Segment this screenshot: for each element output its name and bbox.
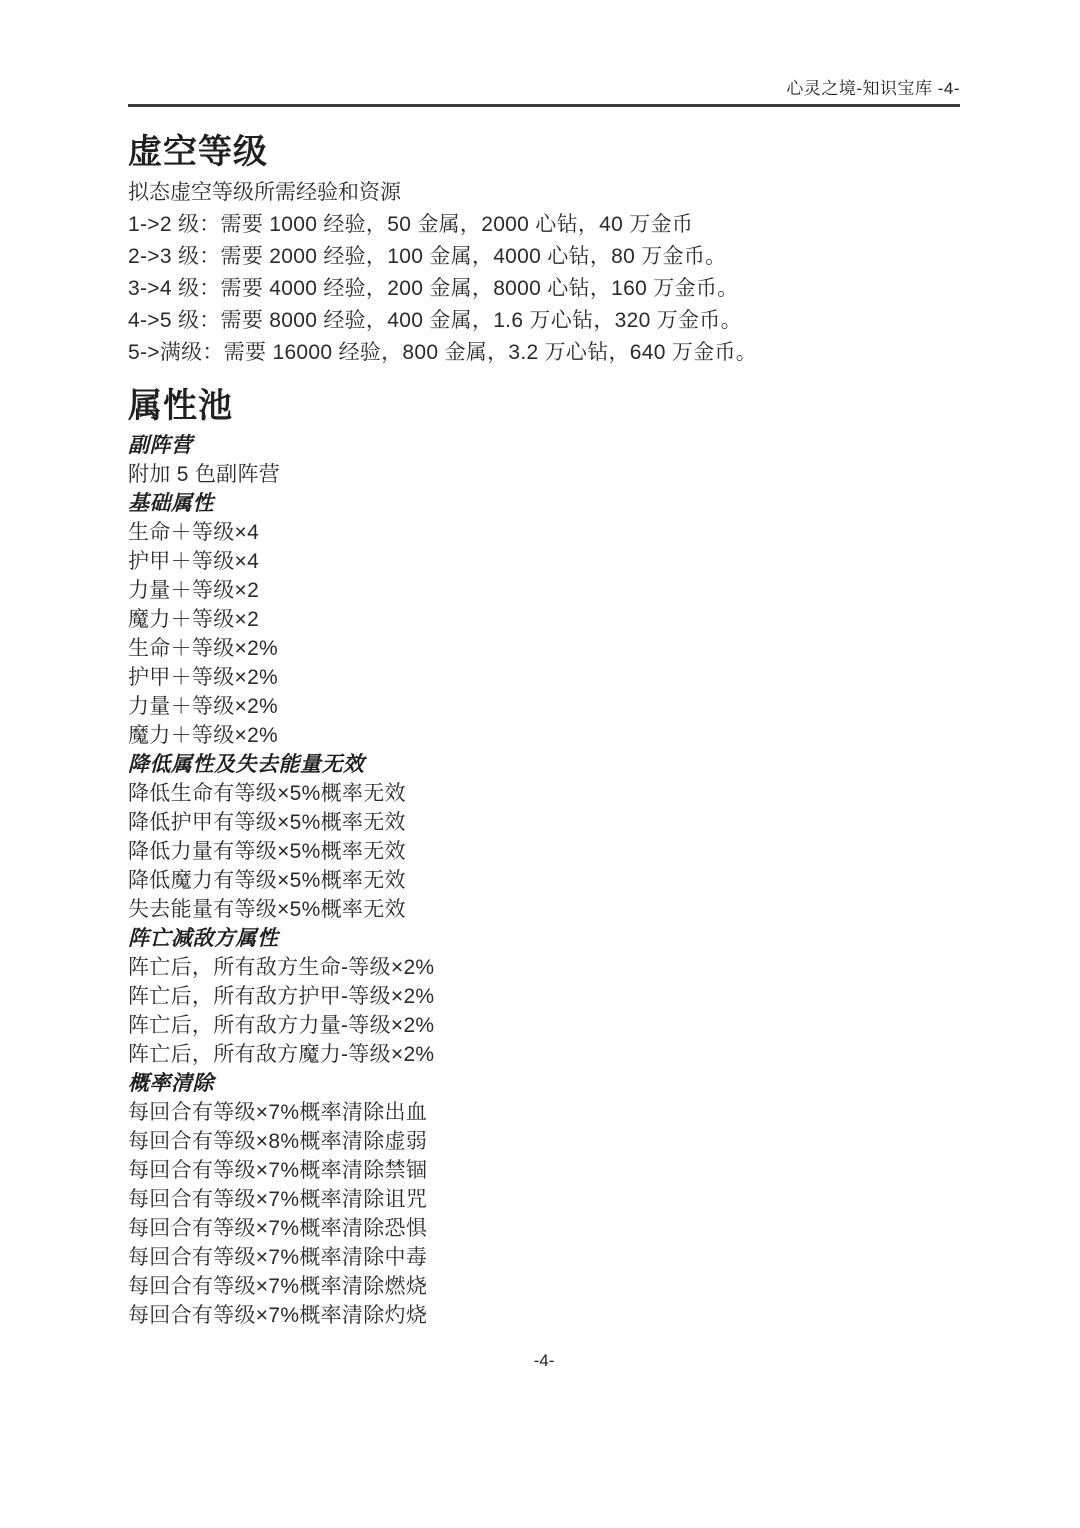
attr-line: 阵亡后，所有敌方魔力-等级×2% bbox=[128, 1043, 435, 1066]
page-header bbox=[128, 0, 960, 107]
attr-line: 降低力量有等级×5%概率无效 bbox=[128, 840, 406, 863]
level-line: 3->4 级：需要 4000 经验，200 金属，8000 心钻，160 万金币。 bbox=[128, 277, 739, 300]
subsection-heading: 阵亡减敌方属性 bbox=[128, 927, 279, 950]
attr-line: 护甲＋等级×2% bbox=[128, 666, 279, 689]
section-title-attribute-pool: 属性池 bbox=[128, 387, 233, 425]
header-rule bbox=[128, 104, 960, 107]
level-line: 2->3 级：需要 2000 经验，100 金属，4000 心钻，80 万金币。 bbox=[128, 245, 727, 268]
header-title: 心灵之境-知识宝库 -4- bbox=[786, 79, 960, 98]
level-line: 4->5 级：需要 8000 经验，400 金属，1.6 万心钻，320 万金币。 bbox=[128, 309, 742, 332]
subsection-heading: 副阵营 bbox=[128, 434, 193, 457]
attr-line: 魔力＋等级×2% bbox=[128, 724, 279, 747]
level-line: 5->满级：需要 16000 经验，800 金属，3.2 万心钻，640 万金币。 bbox=[128, 341, 758, 364]
subsection-sub-faction bbox=[128, 431, 960, 489]
attr-line: 降低魔力有等级×5%概率无效 bbox=[128, 869, 406, 892]
attr-line: 阵亡后，所有敌方生命-等级×2% bbox=[128, 956, 435, 979]
attr-line: 每回合有等级×7%概率清除燃烧 bbox=[128, 1275, 428, 1298]
section-attribute-pool bbox=[128, 385, 960, 1330]
attr-line: 阵亡后，所有敌方力量-等级×2% bbox=[128, 1014, 435, 1037]
subsection-death-debuff bbox=[128, 924, 960, 1069]
attr-line: 阵亡后，所有敌方护甲-等级×2% bbox=[128, 985, 435, 1008]
page-footer bbox=[128, 1350, 960, 1372]
attr-line: 每回合有等级×7%概率清除中毒 bbox=[128, 1246, 428, 1269]
subsection-chance-cleanse bbox=[128, 1069, 960, 1330]
attr-line: 每回合有等级×7%概率清除诅咒 bbox=[128, 1188, 428, 1211]
attr-line: 护甲＋等级×4 bbox=[128, 550, 260, 573]
attr-line: 生命＋等级×2% bbox=[128, 637, 279, 660]
void-level-lines bbox=[128, 209, 960, 369]
attr-line: 力量＋等级×2 bbox=[128, 579, 260, 602]
subsection-heading: 概率清除 bbox=[128, 1072, 214, 1095]
section-title-void-level: 虚空等级 bbox=[128, 133, 268, 171]
attr-line: 失去能量有等级×5%概率无效 bbox=[128, 898, 406, 921]
attr-line: 降低护甲有等级×5%概率无效 bbox=[128, 811, 406, 834]
void-level-intro: 拟态虚空等级所需经验和资源 bbox=[128, 181, 401, 204]
subsection-base-attributes bbox=[128, 489, 960, 750]
attr-line: 每回合有等级×8%概率清除虚弱 bbox=[128, 1130, 428, 1153]
attr-line: 每回合有等级×7%概率清除恐惧 bbox=[128, 1217, 428, 1240]
page-number: -4- bbox=[533, 1351, 555, 1370]
subsection-heading: 基础属性 bbox=[128, 492, 214, 515]
attr-line: 降低生命有等级×5%概率无效 bbox=[128, 782, 406, 805]
attr-line: 魔力＋等级×2 bbox=[128, 608, 260, 631]
attr-line: 每回合有等级×7%概率清除出血 bbox=[128, 1101, 428, 1124]
attr-line: 附加 5 色副阵营 bbox=[128, 463, 281, 486]
section-void-level bbox=[128, 131, 960, 369]
subsection-reduce-immunity bbox=[128, 750, 960, 924]
page-content bbox=[128, 0, 960, 1372]
subsection-heading: 降低属性及失去能量无效 bbox=[128, 753, 365, 776]
attr-line: 每回合有等级×7%概率清除灼烧 bbox=[128, 1304, 428, 1327]
level-line: 1->2 级：需要 1000 经验，50 金属，2000 心钻，40 万金币 bbox=[128, 213, 694, 236]
attr-line: 每回合有等级×7%概率清除禁锢 bbox=[128, 1159, 428, 1182]
attr-line: 生命＋等级×4 bbox=[128, 521, 260, 544]
attr-line: 力量＋等级×2% bbox=[128, 695, 279, 718]
